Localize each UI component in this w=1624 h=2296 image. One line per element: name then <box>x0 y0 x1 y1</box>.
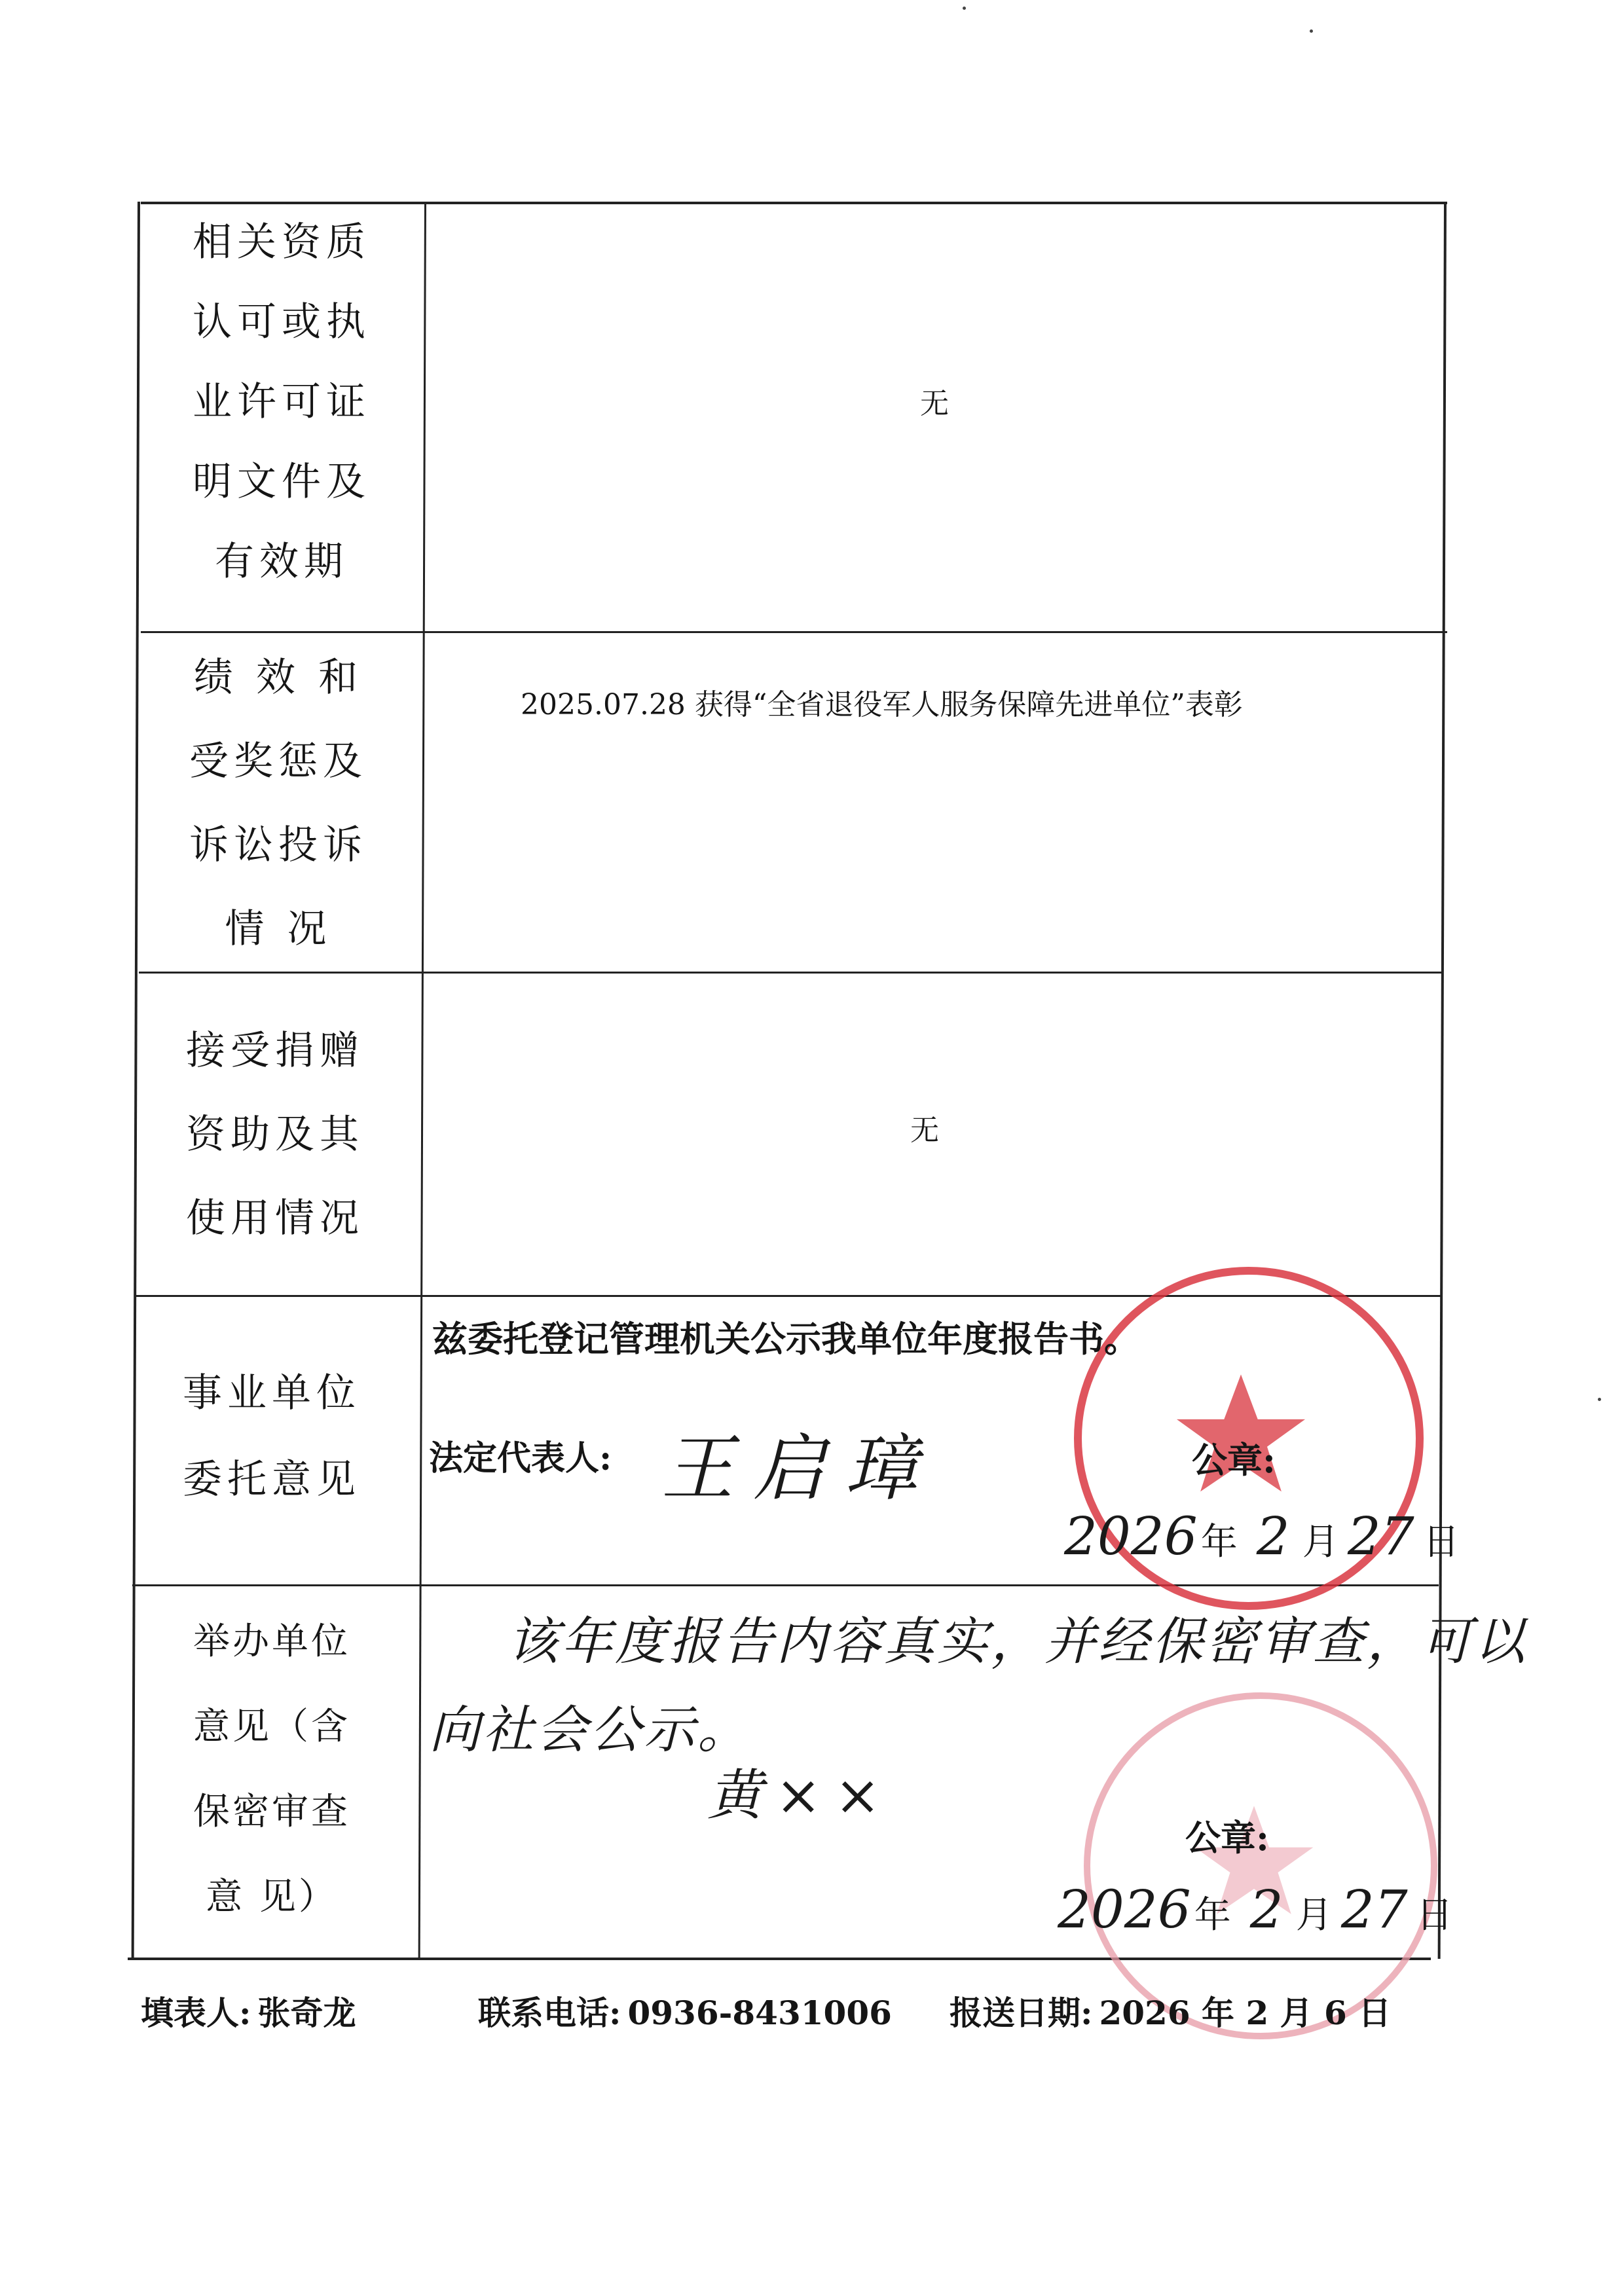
sponsor-signature: 黄×× <box>707 1763 894 1827</box>
table-top-border <box>141 202 1447 204</box>
qualification-value: 无 <box>920 387 949 420</box>
row-label-performance: 绩 效 和 受奖惩及 诉讼投诉 情 况 <box>189 655 367 952</box>
unit-date: 2026 年 2 月 27 日 <box>1064 1506 1460 1567</box>
donations-value: 无 <box>910 1114 939 1147</box>
scan-speck <box>1310 29 1313 33</box>
table-right-border <box>1438 202 1447 1959</box>
sponsor-opinion-line-2: 向社会公示。 <box>429 1701 752 1760</box>
footer-filler: 填表人: 张奇龙 <box>141 1994 356 2032</box>
sponsor-opinion-line-1: 该年度报告内容真实，并经保密审查，可以 <box>507 1613 1528 1671</box>
scan-speck <box>1598 1398 1601 1401</box>
legal-rep-label: 法定代表人: <box>429 1438 612 1478</box>
row-label-qualification: 相关资质 认可或执 业许可证 明文件及 有效期 <box>193 219 371 585</box>
row-label-donations: 接受捐赠 资助及其 使用情况 <box>186 1028 364 1241</box>
entrustment-statement: 兹委托登记管理机关公示我单位年度报告书。 <box>432 1318 1139 1360</box>
table-left-border <box>132 202 140 1960</box>
row-divider-1 <box>141 631 1447 633</box>
row-divider-2 <box>139 972 1443 974</box>
row-label-entrustment: 事业单位 委托意见 <box>183 1370 361 1503</box>
scan-speck <box>963 7 966 10</box>
performance-value: 2025.07.28 获得“全省退役军人服务保障先进单位”表彰 <box>521 688 1243 721</box>
row-label-sponsor-opinion: 举办单位 意见（含 保密审查 意 见） <box>193 1620 350 1918</box>
legal-rep-signature: 王启璋 <box>661 1427 936 1510</box>
sponsor-seal-label: 公章: <box>1185 1817 1269 1859</box>
footer-phone: 联系电话: 0936-8431006 <box>478 1994 892 2032</box>
unit-seal-label: 公章: <box>1192 1439 1276 1481</box>
footer-submit-date: 报送日期: 2026 年 2 月 6 日 <box>950 1994 1392 2032</box>
sponsor-date: 2026 年 2 月 27 日 <box>1058 1879 1453 1940</box>
column-divider <box>418 202 426 1959</box>
